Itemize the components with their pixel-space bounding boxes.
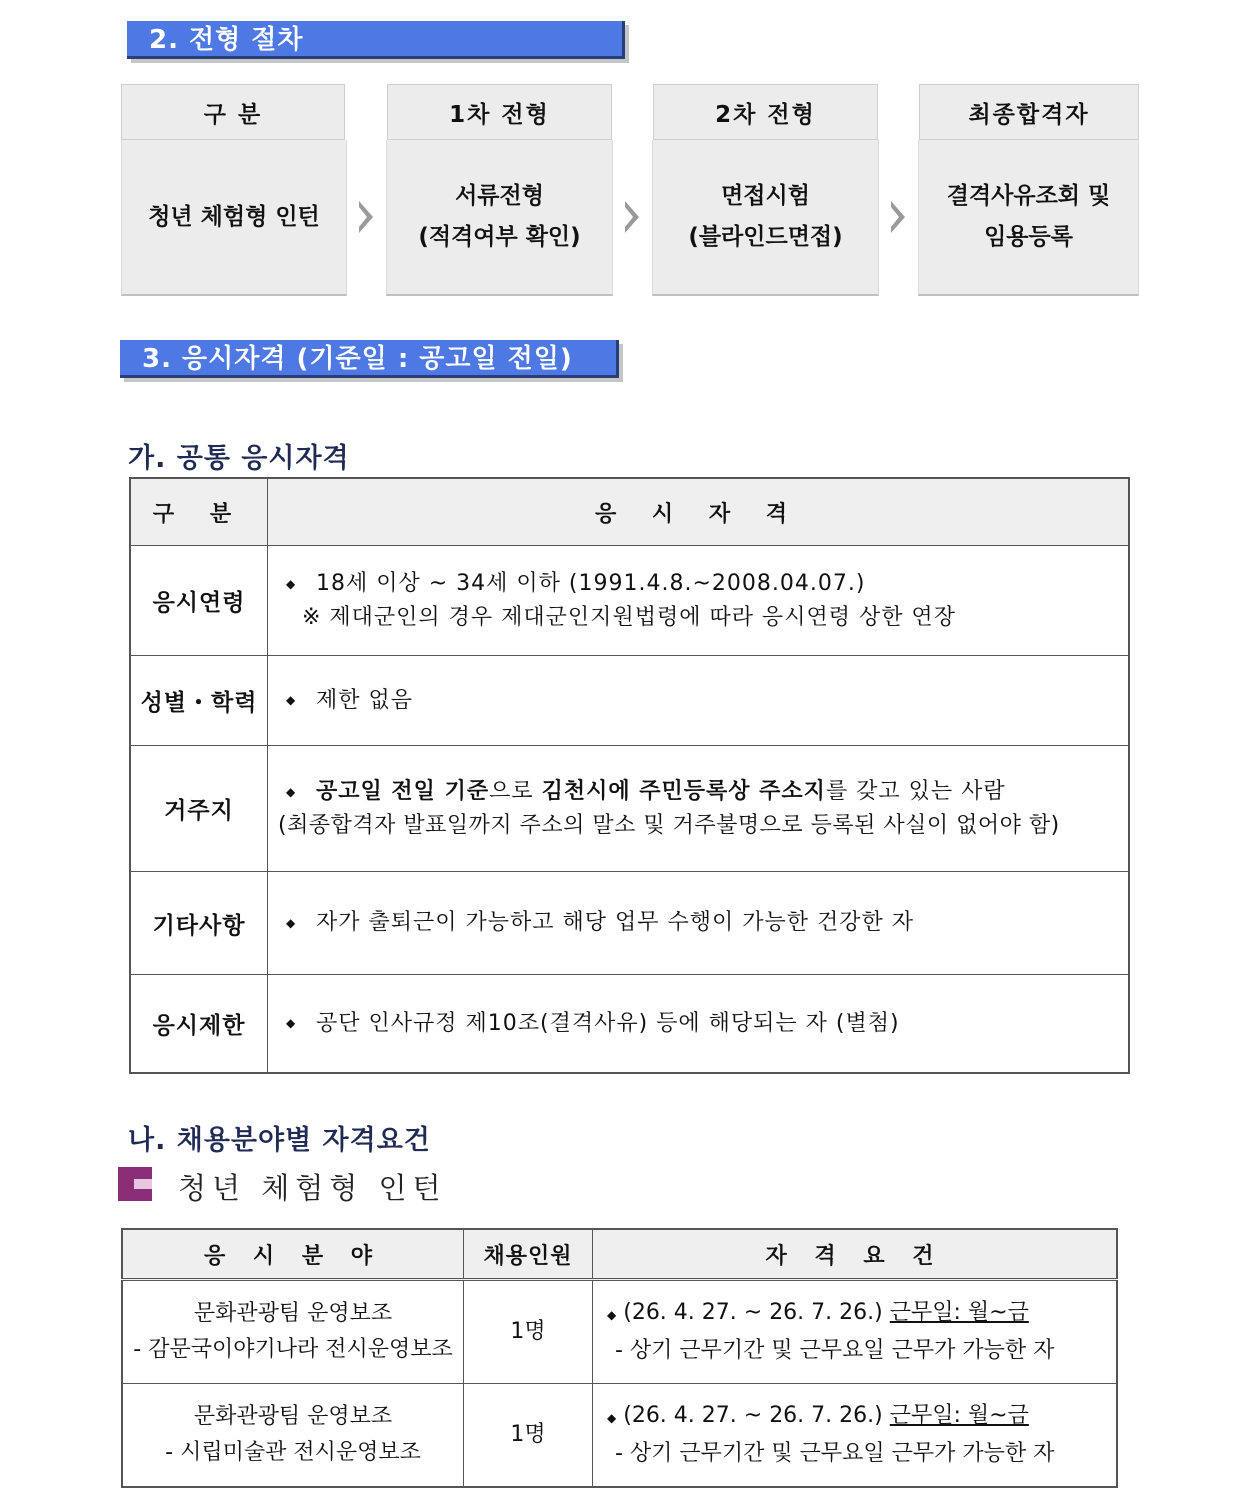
process-header-stage1: 1차 전형 (387, 84, 612, 140)
row-content: ◆ 자가 출퇴근이 가능하고 해당 업무 수행이 가능한 건강한 자 (268, 872, 1130, 975)
field-area: 문화관광팀 운영보조 - 시립미술관 전시운영보조 (122, 1384, 464, 1488)
bullet-icon: ◆ (286, 576, 297, 591)
bullet-icon: ◆ (286, 1016, 297, 1030)
row-content: ◆ 공고일 전일 기준으로 김천시에 주민등록상 주소지를 갖고 있는 사람 (최종합격자 발표일까지 주소의 말소 및 거주불명으로 등록된 사실이 없어야 함) (268, 746, 1130, 872)
row-label: 응시제한 (130, 975, 268, 1073)
common-qualification-table (129, 477, 1130, 1074)
row-label: 성별・학력 (130, 656, 268, 746)
process-body-text: 면접시험 (721, 183, 810, 209)
table-row (130, 872, 1129, 975)
field-count: 1명 (464, 1384, 593, 1488)
field-qualification-table (121, 1228, 1118, 1488)
process-body-final (918, 140, 1139, 296)
chevron-right-icon (625, 201, 639, 233)
common-qualification-heading: 가. 공통 응시자격 (128, 443, 350, 474)
table-row (130, 746, 1129, 872)
bullet-icon: ◆ (286, 915, 297, 930)
process-body-text: (블라인드면접) (688, 224, 843, 250)
field-requirement: ◆ (26. 4. 27. ~ 26. 7. 26.) 근무일: 월~금 - 상기 근무기간 및 근무요일 근무가 가능한 자 (593, 1384, 1118, 1488)
table-row (130, 975, 1129, 1073)
chevron-right-icon (359, 201, 373, 233)
row-content: ◆ 제한 없음 (268, 656, 1130, 746)
process-body-category (121, 140, 347, 296)
process-header-category: 구 분 (121, 84, 345, 140)
process-body-text: 결격사유조회 및 (946, 183, 1111, 209)
column-header: 구 분 (130, 478, 268, 546)
field-subheading: 청년 체험형 인턴 (178, 1171, 447, 1205)
row-label: 거주지 (130, 746, 268, 872)
row-content: ◆ 18세 이상 ~ 34세 이하 (1991.4.8.~2008.04.07.) ※ 제대군인의 경우 제대군인지원법령에 따라 응시연령 상한 연장 (268, 546, 1130, 656)
section-2-banner: 2. 전형 절차 (127, 21, 625, 59)
column-header: 응 시 분 야 (122, 1229, 464, 1280)
process-body-text: 서류전형 (455, 183, 544, 209)
field-qualification-heading: 나. 채용분야별 자격요건 (128, 1125, 431, 1156)
process-body-text: (적격여부 확인) (418, 224, 581, 250)
chevron-right-icon (891, 201, 905, 233)
row-content: ◆ 공단 인사규정 제10조(결격사유) 등에 해당되는 자 (별첨) (268, 975, 1130, 1073)
column-header: 자 격 요 건 (593, 1229, 1118, 1280)
field-count: 1명 (464, 1280, 593, 1384)
process-body-stage2 (652, 140, 879, 296)
table-row (122, 1280, 1117, 1384)
field-requirement: ◆ (26. 4. 27. ~ 26. 7. 26.) 근무일: 월~금 - 상기 근무기간 및 근무요일 근무가 가능한 자 (593, 1280, 1118, 1384)
bullet-icon: ◆ (607, 1411, 617, 1425)
table-row (122, 1384, 1117, 1488)
process-body-text: 임용등록 (984, 224, 1073, 250)
field-area: 문화관광팀 운영보조 - 감문국이야기나라 전시운영보조 (122, 1280, 464, 1384)
square-marker-icon (118, 1167, 152, 1201)
table-row (130, 656, 1129, 746)
bullet-icon: ◆ (607, 1308, 617, 1322)
bullet-icon: ◆ (286, 693, 297, 708)
process-body-text: 청년 체험형 인턴 (148, 203, 320, 230)
section-3-banner: 3. 응시자격 (기준일 : 공고일 전일) (120, 340, 619, 378)
table-row (130, 546, 1129, 656)
row-label: 응시연령 (130, 546, 268, 656)
process-body-stage1 (386, 140, 613, 296)
column-header: 채용인원 (464, 1229, 593, 1280)
process-header-stage2: 2차 전형 (653, 84, 878, 140)
column-header: 응 시 자 격 (268, 478, 1130, 546)
row-label: 기타사항 (130, 872, 268, 975)
bullet-icon: ◆ (286, 784, 297, 799)
process-header-final: 최종합격자 (919, 84, 1139, 140)
